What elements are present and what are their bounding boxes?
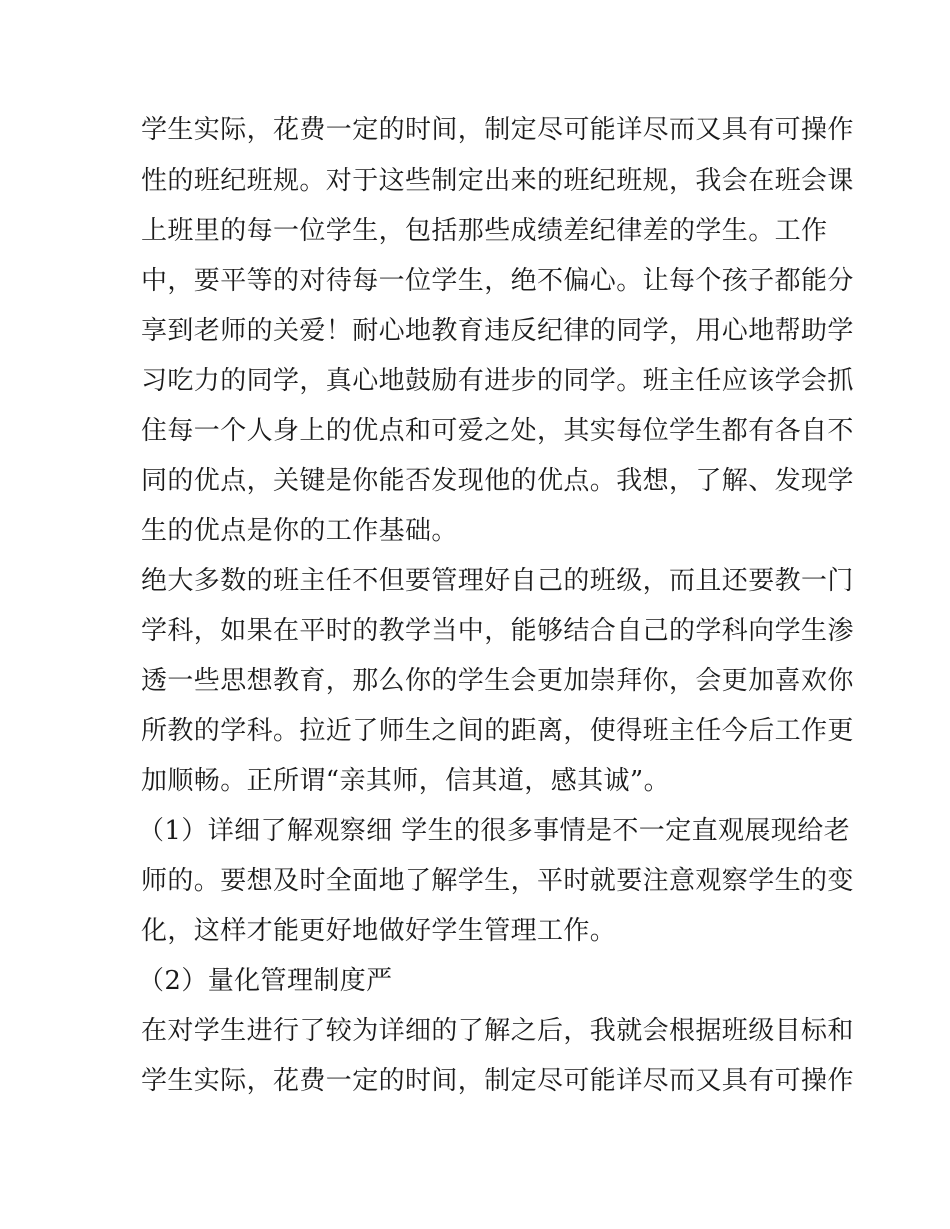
- text-line-16: 师的。要想及时全面地了解学生，平时就要注意观察学生的变: [141, 866, 854, 896]
- text-line-9: 生的优点是你的工作基础。: [141, 516, 458, 546]
- text-line-12: 透一些思想教育，那么你的学生会更加崇拜你，会更加喜欢你: [141, 666, 854, 696]
- text-line-3: 上班里的每一位学生，包括那些成绩差纪律差的学生。工作: [141, 216, 828, 246]
- text-line-18: （2）量化管理制度严: [138, 966, 393, 996]
- text-line-10: 绝大多数的班主任不但要管理好自己的班级，而且还要教一门: [141, 566, 854, 596]
- text-line-8: 同的优点，关键是你能否发现他的优点。我想，了解、发现学: [141, 466, 854, 496]
- text-line-17: 化，这样才能更好地做好学生管理工作。: [141, 916, 617, 946]
- text-line-7: 住每一个人身上的优点和可爱之处，其实每位学生都有各自不: [141, 416, 854, 446]
- text-line-15: （1）详细了解观察细 学生的很多事情是不一定直观展现给老: [138, 816, 851, 846]
- text-line-2: 性的班纪班规。对于这些制定出来的班纪班规，我会在班会课: [141, 166, 854, 196]
- text-line-19: 在对学生进行了较为详细的了解之后，我就会根据班级目标和: [141, 1016, 854, 1046]
- text-line-11: 学科，如果在平时的教学当中，能够结合自己的学科向学生渗: [141, 616, 854, 646]
- text-line-14: 加顺畅。正所谓“亲其师，信其道，感其诚”。: [141, 766, 670, 796]
- text-line-13: 所教的学科。拉近了师生之间的距离，使得班主任今后工作更: [141, 716, 854, 746]
- text-line-1: 学生实际，花费一定的时间，制定尽可能详尽而又具有可操作: [141, 115, 854, 145]
- text-line-6: 习吃力的同学，真心地鼓励有进步的同学。班主任应该学会抓: [141, 366, 854, 396]
- text-line-20: 学生实际，花费一定的时间，制定尽可能详尽而又具有可操作: [141, 1066, 854, 1096]
- text-line-4: 中，要平等的对待每一位学生，绝不偏心。让每个孩子都能分: [141, 266, 854, 296]
- text-line-5: 享到老师的关爱！耐心地教育违反纪律的同学，用心地帮助学: [141, 316, 854, 346]
